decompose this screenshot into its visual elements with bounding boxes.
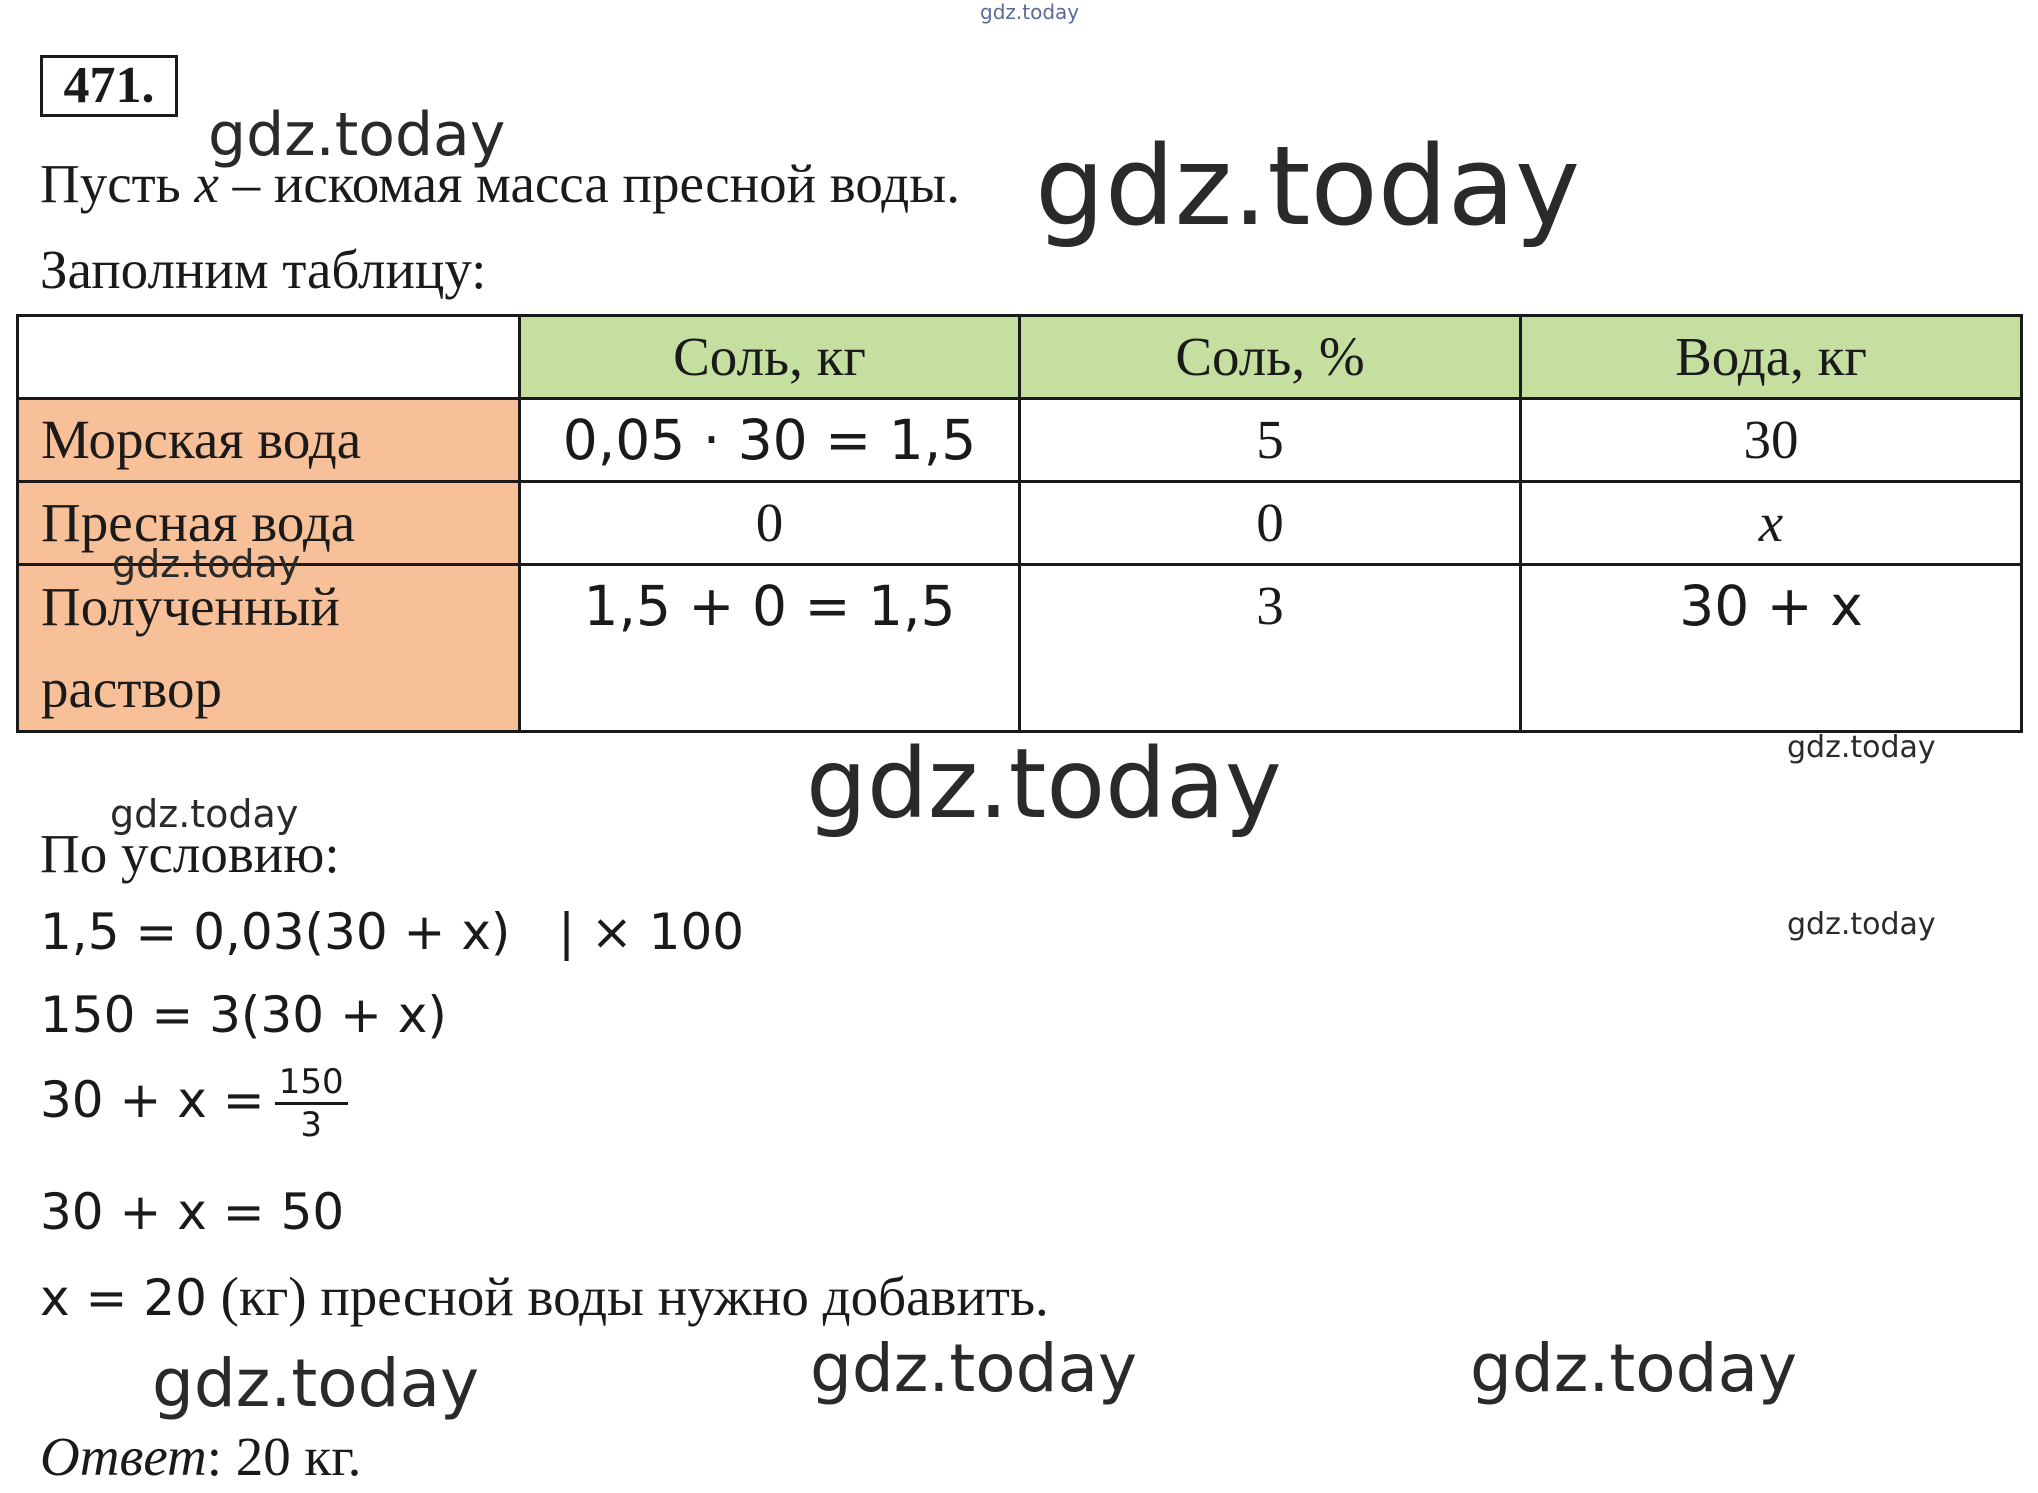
data-table [16, 314, 2023, 733]
cell-salt-percent: 0 [1020, 482, 1521, 565]
equation-1: 1,5 = 0,03(30 + x) | × 100 [40, 903, 745, 961]
equation-5-text: (кг) пресной воды нужно добавить. [206, 1266, 1049, 1327]
intro-text-start: Пусть [40, 153, 195, 214]
problem-number: 471. [40, 55, 178, 117]
watermark: gdz.today [152, 1345, 480, 1422]
watermark: gdz.today [110, 792, 299, 836]
table-row [18, 399, 2022, 482]
column-header-water-kg: Вода, кг [1521, 316, 2022, 399]
equation-4: 30 + x = 50 [40, 1183, 345, 1241]
watermark: gdz.today [208, 100, 506, 170]
cell-water-kg: 30 [1521, 399, 2022, 482]
watermark: gdz.today [1035, 122, 1581, 250]
intro-text-end: – искомая масса пресной воды. [218, 153, 960, 214]
cell-water-kg: x [1521, 482, 2022, 565]
watermark: gdz.today [1787, 730, 1936, 765]
column-header-salt-kg: Соль, кг [520, 316, 1020, 399]
cell-salt-kg: 1,5 + 0 = 1,5 [520, 565, 1020, 732]
table-corner-cell [18, 316, 520, 399]
equation-3-lhs: 30 + x = [40, 1071, 265, 1129]
table-row [18, 482, 2022, 565]
watermark: gdz.today [1787, 907, 1936, 942]
equation-5-math: x = 20 [40, 1269, 207, 1327]
table-row [18, 565, 2022, 732]
row-label-fresh-water: Пресная вода [18, 482, 520, 565]
equation-3 [40, 1062, 348, 1145]
cell-salt-kg: 0 [520, 482, 1020, 565]
cell-water-kg: 30 + x [1521, 565, 2022, 732]
watermark: gdz.today [810, 1330, 1138, 1407]
answer-value: : 20 кг. [206, 1426, 362, 1487]
cell-salt-percent: 3 [1020, 565, 1521, 732]
column-header-salt-percent: Соль, % [1020, 316, 1521, 399]
row-label-line-2: раствор [41, 658, 222, 719]
watermark: gdz.today [1470, 1330, 1798, 1407]
fraction [275, 1062, 348, 1145]
fraction-denominator: 3 [300, 1105, 322, 1145]
watermark: gdz.today [806, 728, 1282, 840]
cell-salt-kg: 0,05 · 30 = 1,5 [520, 399, 1020, 482]
fraction-numerator: 150 [275, 1062, 348, 1105]
variable-x: x [194, 153, 219, 214]
equation-5 [40, 1265, 1049, 1329]
row-label-sea-water: Морская вода [18, 399, 520, 482]
watermark: gdz.today [112, 542, 301, 586]
answer-line [40, 1425, 361, 1489]
cell-salt-percent: 5 [1020, 399, 1521, 482]
header-watermark: gdz.today [980, 0, 1080, 24]
row-label-resulting-solution [18, 565, 520, 732]
answer-label: Ответ [40, 1426, 207, 1487]
table-header-row [18, 316, 2022, 399]
row-label-line-1: Полученный [41, 576, 340, 637]
condition-heading: По условию: [40, 823, 340, 884]
intro-line-2: Заполним таблицу: [40, 239, 487, 300]
equation-2: 150 = 3(30 + x) [40, 986, 447, 1044]
